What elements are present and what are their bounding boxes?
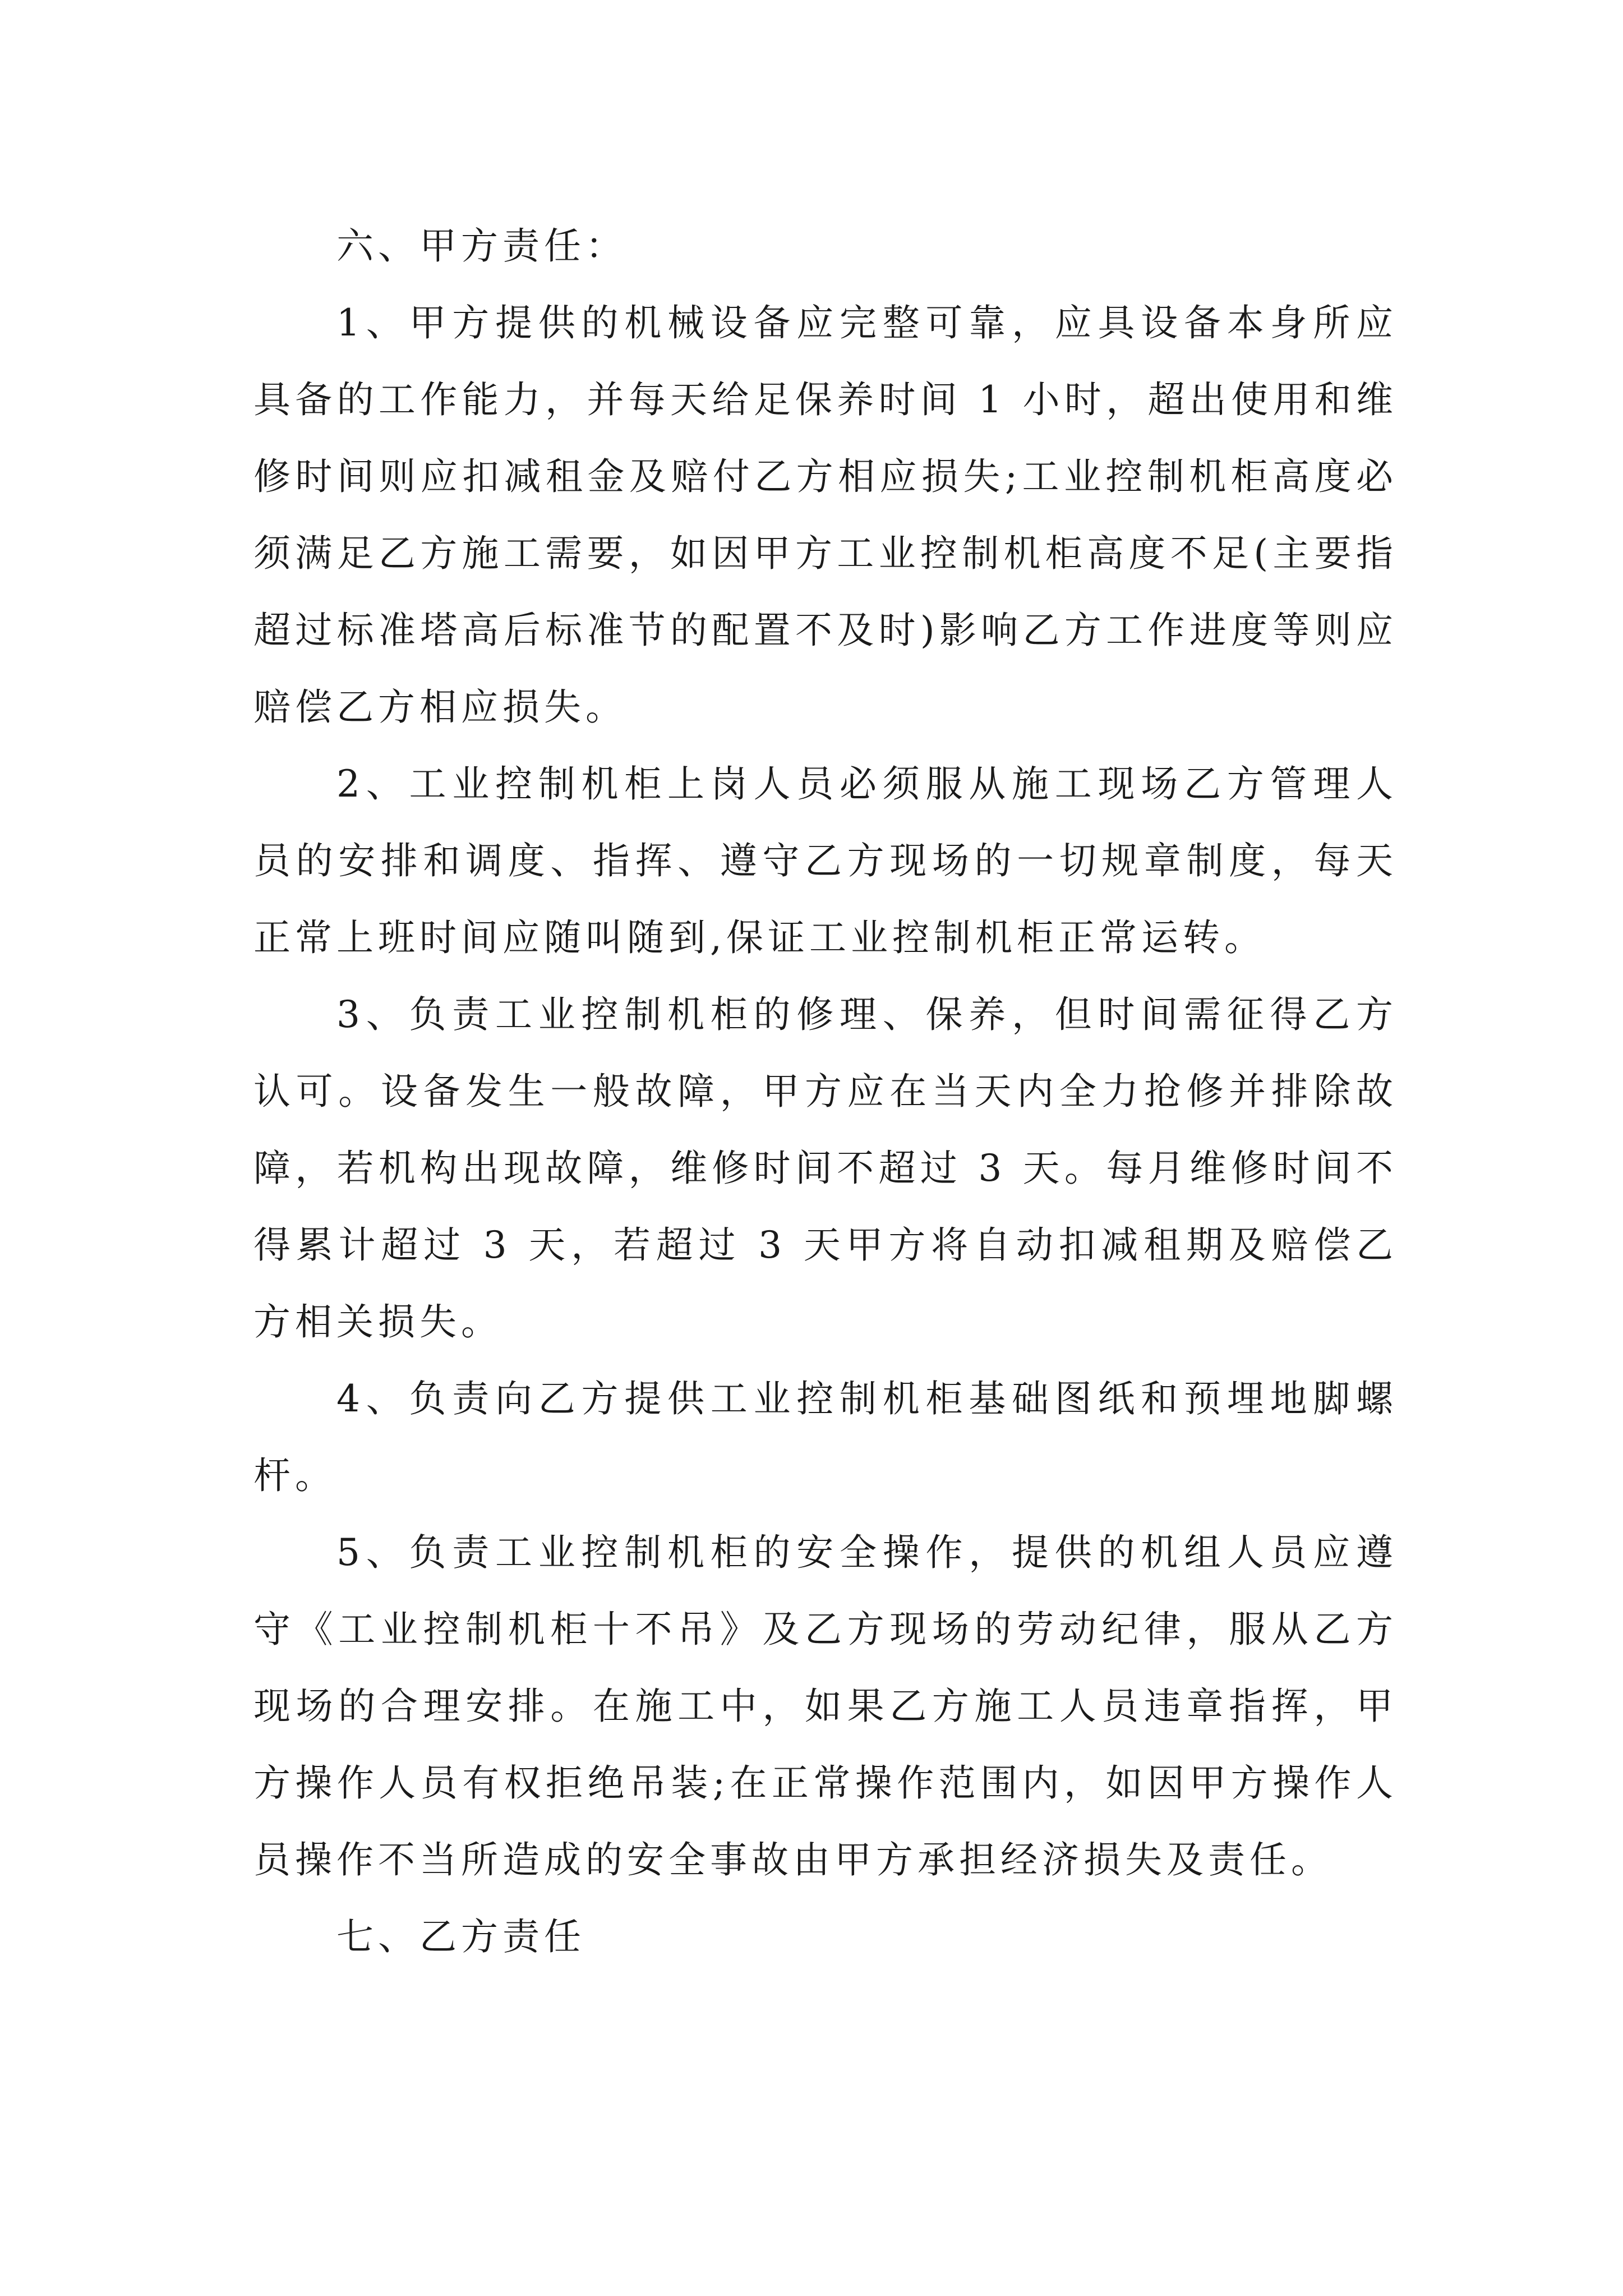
section-6-item-4: 4、负责向乙方提供工业控制机柜基础图纸和预埋地脚螺杆。 [253,1377,1398,1497]
section-6-item-3: 3、负责工业控制机柜的修理、保养，但时间需征得乙方认可。设备发生一般故障，甲方应在当天内全力抢修并排除故障，若机构出现故障，维修时间不超过 3 天。每月维修时间不得累计超过 3 天，若超过 3 天甲方将自动扣减租期及赔偿乙方相关损失。 [253,993,1398,1343]
document-body [253,208,1398,1975]
section-6-item-5: 5、负责工业控制机柜的安全操作，提供的机组人员应遵守《工业控制机柜十不吊》及乙方现场的劳动纪律，服从乙方现场的合理安排。在施工中，如果乙方施工人员违章指挥，甲方操作人员有权拒绝吊装;在正常操作范围内，如因甲方操作人员操作不当所造成的安全事故由甲方承担经济损失及责任。 [253,1531,1398,1881]
section-6-heading: 六、甲方责任： [336,224,627,268]
section-7-heading: 七、乙方责任 [336,1915,585,1958]
section-6-item-2: 2、工业控制机柜上岗人员必须服从施工现场乙方管理人员的安排和调度、指挥、遵守乙方现场的一切规章制度，每天正常上班时间应随叫随到,保证工业控制机柜正常运转。 [253,762,1398,959]
section-6-item-1: 1、甲方提供的机械设备应完整可靠，应具设备本身所应具备的工作能力，并每天给足保养时间 1 小时，超出使用和维修时间则应扣减租金及赔付乙方相应损失;工业控制机柜高度必须满足乙方施工需要，如因甲方工业控制机柜高度不足(主要指超过标准塔高后标准节的配置不及时)影响乙方工作进度等则应赔偿乙方相应损失。 [253,301,1398,729]
